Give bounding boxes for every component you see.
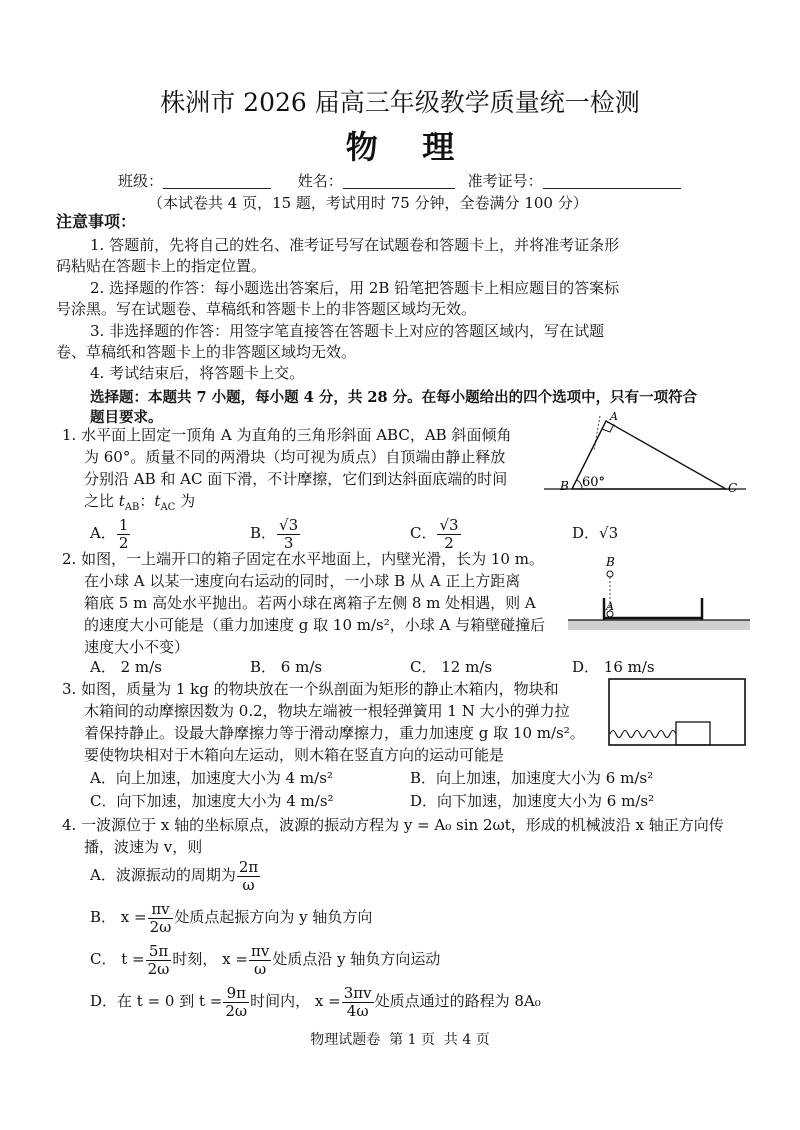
q4-d-num2: 3πv bbox=[343, 983, 372, 1002]
q4-option-b-suffix: 处质点起振方向为 y 轴负方向 bbox=[174, 908, 373, 926]
q4-option-b[interactable] bbox=[90, 900, 372, 936]
q4-option-d-prefix: D．在 t = 0 到 t = bbox=[90, 992, 223, 1010]
q1-option-d-value: √3 bbox=[599, 524, 619, 542]
notice-item-3: 3. 非选择题的作答：用签字笔直接答在答题卡上对应的答题区域内，写在试题 bbox=[90, 322, 605, 340]
q1-option-a[interactable] bbox=[90, 516, 131, 552]
q1-option-d[interactable] bbox=[572, 516, 618, 550]
q1-ratio-sub2: AC bbox=[160, 502, 176, 513]
q3-stem-line-3: 着保持静止。设最大静摩擦力等于滑动摩擦力，重力加速度 g 取 10 m/s²。 bbox=[84, 724, 585, 742]
notice-item-2: 2. 选择题的作答：每小题选出答案后，用 2B 铅笔把答题卡上相应题目的答案标 bbox=[90, 279, 620, 297]
class-label: 班级： bbox=[118, 172, 164, 190]
q1-b-num: √3 bbox=[279, 515, 299, 534]
q1-option-c-frac bbox=[437, 517, 460, 552]
q1-dash-guide bbox=[594, 416, 600, 450]
q2-box-figure bbox=[566, 552, 756, 634]
section-heading: 选择题：本题共 7 小题，每小题 4 分，共 28 分。在每小题给出的四个选项中，只有一项符合 bbox=[90, 389, 698, 406]
q4-c-num2: πv bbox=[250, 941, 270, 960]
q1-ratio-sub1: AB bbox=[124, 502, 140, 513]
q1-incline-figure bbox=[540, 410, 750, 500]
q2-stem-line-1: 2. 如图，一上端开口的箱子固定在水平地面上，内壁光滑，长为 10 m。 bbox=[62, 550, 544, 568]
q2-ball-b bbox=[607, 571, 613, 577]
q1-fig-angle: 60° bbox=[582, 475, 606, 490]
q1-option-d-label: D． bbox=[572, 524, 600, 542]
q4-a-den: ω bbox=[242, 875, 255, 894]
exam-title: 株洲市 2026 届高三年级教学质量统一检测 bbox=[160, 88, 640, 117]
q4-d-den1: 2ω bbox=[225, 1001, 248, 1020]
q4-b-num: πv bbox=[148, 901, 174, 919]
page-footer: 物理试题卷 第 1 页 共 4 页 bbox=[310, 1032, 490, 1048]
q4-option-d-frac2 bbox=[342, 985, 374, 1020]
q4-option-c-mid: 时刻， x = bbox=[172, 950, 248, 968]
notice-heading: 注意事项： bbox=[56, 212, 137, 231]
subject-title: 物 理 bbox=[345, 128, 455, 166]
q4-b-den: 2ω bbox=[149, 917, 172, 936]
notice-item-4: 4. 考试结束后，将答题卡上交。 bbox=[90, 364, 305, 382]
q4-option-c-frac1 bbox=[146, 943, 172, 978]
q4-a-num: 2π bbox=[238, 857, 259, 876]
q2-stem-line-5: 速度大小不变） bbox=[84, 638, 190, 656]
q1-a-den: 2 bbox=[118, 533, 129, 552]
section-heading-cont: 题目要求。 bbox=[90, 409, 163, 426]
q4-option-b-prefix: B． x = bbox=[90, 908, 147, 926]
q1-option-b-frac bbox=[277, 517, 300, 552]
q1-ratio-suffix: 为 bbox=[175, 492, 196, 510]
q1-fig-label-a: A bbox=[610, 410, 618, 423]
q1-fig-label-c: C bbox=[728, 481, 738, 495]
q1-ratio-prefix: 之比 bbox=[84, 492, 119, 510]
q1-fig-label-b: B bbox=[560, 479, 569, 493]
notice-item-1-cont: 码粘贴在答题卡上的指定位置。 bbox=[56, 257, 267, 275]
name-label: 姓名： bbox=[297, 172, 343, 190]
q1-option-b[interactable] bbox=[250, 516, 301, 552]
q2-stem-line-3: 箱底 5 m 高处水平抛出。若两小球在离箱子左侧 8 m 处相遇，则 A bbox=[84, 594, 536, 612]
q2-option-c[interactable]: C． 12 m/s bbox=[410, 658, 493, 676]
q3-option-b[interactable]: B．向上加速，加速度大小为 6 m/s² bbox=[410, 769, 654, 787]
student-info-row bbox=[118, 171, 681, 191]
q1-c-den: 2 bbox=[444, 533, 454, 552]
q4-option-a-text: A．波源振动的周期为 bbox=[90, 866, 236, 884]
q1-option-a-frac bbox=[117, 517, 131, 552]
name-field[interactable] bbox=[343, 173, 455, 189]
q4-option-d[interactable] bbox=[90, 984, 541, 1020]
q4-option-a[interactable] bbox=[90, 858, 261, 894]
id-label: 准考证号： bbox=[467, 172, 543, 190]
q1-ratio-t2: t bbox=[154, 492, 161, 510]
q1-stem-line-1: 1. 水平面上固定一顶角 A 为直角的三角形斜面 ABC，AB 斜面倾角 bbox=[62, 426, 512, 444]
q3-block bbox=[676, 722, 710, 745]
q2-option-b[interactable]: B． 6 m/s bbox=[250, 658, 323, 676]
q4-d-num1: 9π bbox=[223, 985, 249, 1003]
q2-stem-line-2: 在小球 A 以某一速度向右运动的同时，一小球 B 从 A 正上方距离 bbox=[84, 572, 521, 590]
q4-option-c-prefix: C． t = bbox=[90, 950, 145, 968]
q1-c-num: √3 bbox=[439, 515, 459, 534]
q4-stem-line-2: 播，波速为 v，则 bbox=[84, 838, 203, 856]
q4-d-den2: 4ω bbox=[346, 1001, 369, 1020]
q4-c-den2: ω bbox=[254, 959, 267, 978]
q4-option-c-frac2 bbox=[249, 943, 271, 978]
q1-option-c-label: C． bbox=[410, 524, 437, 542]
q2-stem-line-4: 的速度大小可能是（重力加速度 g 取 10 m/s²，小球 A 与箱壁碰撞后 bbox=[84, 616, 546, 634]
exam-info: （本试卷共 4 页，15 题，考试用时 75 分钟，全卷满分 100 分） bbox=[148, 194, 588, 212]
id-field[interactable] bbox=[543, 173, 681, 189]
q1-option-a-label: A． bbox=[90, 524, 116, 542]
q3-option-c[interactable]: C．向下加速，加速度大小为 4 m/s² bbox=[90, 792, 334, 810]
q1-b-den: 3 bbox=[283, 533, 294, 552]
notice-item-1: 1. 答题前，先将自己的姓名、准考证号写在试题卷和答题卡上，并将准考证条形 bbox=[90, 236, 620, 254]
q1-stem-line-2: 为 60°。质量不同的两滑块（均可视为质点）自顶端由静止释放 bbox=[84, 448, 506, 466]
q2-fig-label-b: B bbox=[606, 555, 615, 569]
q3-stem-line-2: 木箱间的动摩擦因数为 0.2，物块左端被一根轻弹簧用 1 N 大小的弹力拉 bbox=[84, 702, 570, 720]
q3-option-d[interactable]: D．向下加速，加速度大小为 6 m/s² bbox=[410, 792, 655, 810]
class-field[interactable] bbox=[163, 173, 271, 189]
q1-option-c[interactable] bbox=[410, 516, 462, 552]
notice-item-2-cont: 号涂黑。写在试题卷、草稿纸和答题卡上的非答题区域均无效。 bbox=[56, 300, 477, 318]
q2-fig-label-a: A bbox=[606, 600, 614, 613]
q4-option-c-suffix: 处质点沿 y 轴负方向运动 bbox=[272, 950, 441, 968]
q2-option-a[interactable]: A． 2 m/s bbox=[90, 658, 162, 676]
q4-option-d-suffix: 处质点通过的路程为 8A₀ bbox=[374, 992, 541, 1010]
q1-ratio-t1: t bbox=[118, 492, 125, 510]
q1-ratio-colon: ： bbox=[139, 492, 155, 510]
q4-option-a-frac bbox=[237, 859, 260, 894]
q3-option-a[interactable]: A．向上加速，加速度大小为 4 m/s² bbox=[90, 769, 333, 787]
q4-option-d-mid: 时间内， x = bbox=[250, 992, 341, 1010]
q1-a-num: 1 bbox=[118, 515, 129, 534]
q4-stem-line-1: 4. 一波源位于 x 轴的坐标原点，波源的振动方程为 y = A₀ sin 2ωt，形成的机械波沿 x 轴正方向传 bbox=[62, 816, 724, 834]
q4-option-c[interactable] bbox=[90, 942, 440, 978]
q4-option-d-frac1 bbox=[223, 985, 249, 1020]
q1-stem-line-4 bbox=[84, 491, 195, 511]
q3-crate-figure bbox=[608, 678, 748, 748]
q4-c-den1: 2ω bbox=[147, 959, 170, 978]
q4-option-b-frac bbox=[148, 901, 174, 936]
q3-crate-outline bbox=[609, 679, 745, 745]
q1-option-b-label: B． bbox=[250, 524, 277, 542]
q4-c-num1: 5π bbox=[146, 943, 172, 961]
q3-stem-line-4: 要使物块相对于木箱向左运动，则木箱在竖直方向的运动可能是 bbox=[84, 746, 505, 764]
q2-ground-hatch bbox=[568, 620, 750, 630]
q3-spring bbox=[610, 731, 676, 738]
q2-option-d[interactable]: D． 16 m/s bbox=[572, 658, 655, 676]
q3-stem-line-1: 3. 如图，质量为 1 kg 的物块放在一个纵剖面为矩形的静止木箱内，物块和 bbox=[62, 680, 559, 698]
q1-stem-line-3: 分别沿 AB 和 AC 面下滑，不计摩擦，它们到达斜面底端的时间 bbox=[84, 470, 508, 488]
notice-item-3-cont: 卷、草稿纸和答题卡上的非答题区域均无效。 bbox=[56, 343, 357, 361]
